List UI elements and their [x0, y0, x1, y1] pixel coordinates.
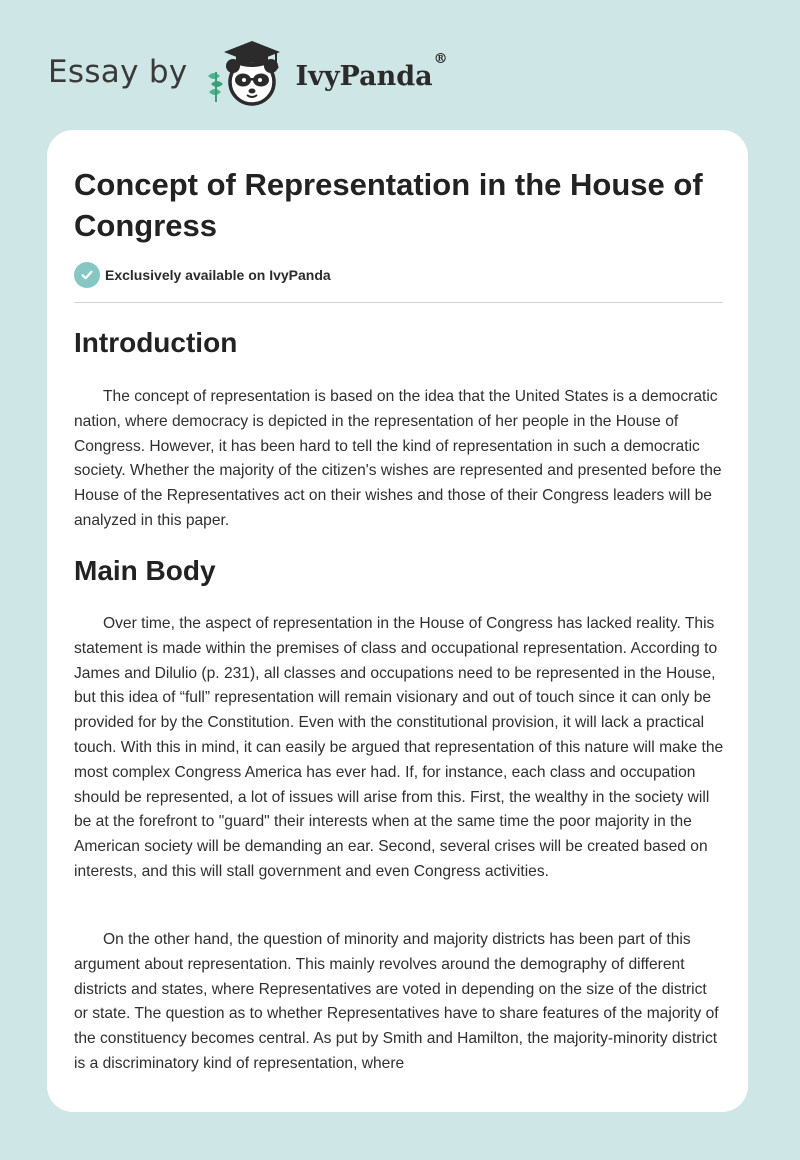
paragraph: Over time, the aspect of representation in the House of Congress has lacked reality. This statement is made within the premises of class and occupational representation. According to James and Dilulio (p. 231), all classes and occupations need to be represented in the House, but this idea of “full” representation will remain visionary and out of touch since it can only be provided for by the Constitution. Even with the constitutional provision, it will lack a practical touch. With this in mind, it can easily be argued that representation of this nature will make the most complex Congress America has ever had. If, for instance, each class and occupation should be represented, a lot of issues will arise from this. First, the wealthy in the society will be at the forefront to "guard" their interests when at the same time the poor majority in the American society will be demanding an ear. Second, several crises will be created based on interests, and this will stall government and even Congress activities.	[74, 615, 724, 880]
essay-card	[47, 130, 748, 1112]
brand-name: IvyPanda®	[295, 50, 448, 92]
paragraph: On the other hand, the question of minority and majority districts has been part of this argument about representation. This mainly revolves around the demography of different districts and states, where Representatives are voted in depending on the size of the district or state. The question as to whether Representatives have to share features of the majority of the constituency becomes central. As put by Smith and Hamilton, the majority-minority district is a discriminatory kind of representation, where	[74, 931, 719, 1072]
registered-mark: ®	[433, 50, 448, 67]
section-heading-introduction: Introduction	[74, 327, 238, 358]
essay-by-label: Essay by	[48, 54, 188, 90]
paragraph: The concept of representation is based on the idea that the United States is a democratic nation, where democracy is depicted in the representation of her people in the House of Congress. However, it has been hard to tell the kind of representation in such a democratic society. Whether the majority of the citizen's wishes are represented and presented before the House of the Representatives act on their wishes and those of their Congress leaders will be analyzed in this paper.	[74, 388, 722, 529]
badge-text: Exclusively available on IvyPanda	[105, 267, 331, 283]
panda-graduate-icon	[202, 36, 292, 108]
essay-title: Concept of Representation in the House of Congress	[74, 167, 703, 243]
section-heading-main-body: Main Body	[74, 555, 216, 586]
exclusive-badge	[74, 262, 331, 288]
divider	[74, 302, 723, 303]
site-header	[48, 36, 448, 108]
check-icon	[74, 262, 100, 288]
